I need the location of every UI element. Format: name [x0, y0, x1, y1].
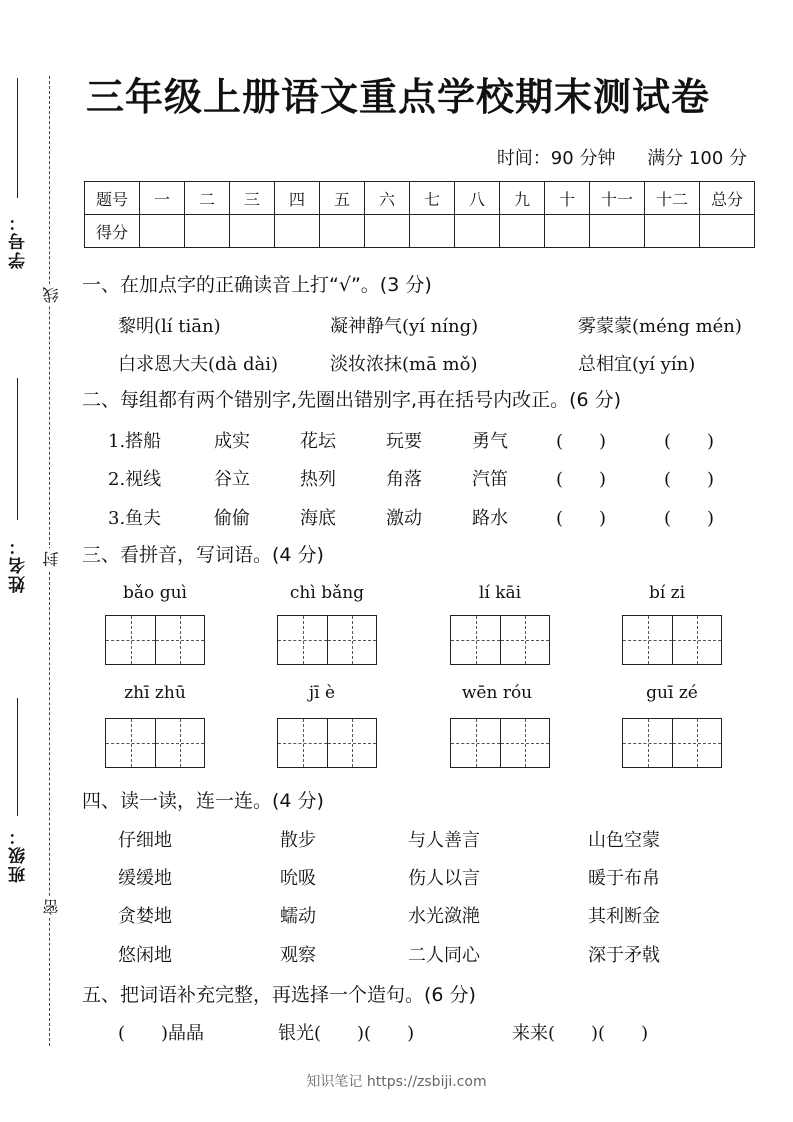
section-4-heading: 四、读一读，连一连。(4 分) — [82, 790, 324, 812]
s2-word[interactable]: 偷偷 — [214, 508, 250, 529]
score-cell[interactable] — [645, 215, 700, 248]
score-header-cell: 十二 — [645, 182, 700, 215]
binding-line-2 — [17, 378, 18, 520]
score-table-row — [85, 215, 755, 248]
s1-item[interactable]: 凝神静气(yí níng) — [330, 316, 479, 337]
score-header-cell: 四 — [275, 182, 320, 215]
score-row-label: 得分 — [85, 215, 140, 248]
full-score: 满分 100 分 — [647, 148, 747, 169]
score-header-cell: 三 — [230, 182, 275, 215]
writing-grid[interactable] — [450, 615, 550, 665]
pinyin-label: chì bǎng — [289, 583, 365, 603]
score-cell[interactable] — [455, 215, 500, 248]
pinyin-label: guī zé — [646, 683, 698, 703]
s2-word[interactable]: 海底 — [300, 508, 336, 529]
section-2-heading: 二、每组都有两个错别字,先圈出错别字,再在括号内改正。(6 分) — [82, 389, 622, 411]
match-item[interactable]: 吮吸 — [280, 868, 316, 889]
score-header-cell: 二 — [185, 182, 230, 215]
match-item[interactable]: 伤人以言 — [408, 868, 480, 889]
match-item[interactable]: 暖于布帛 — [588, 868, 660, 889]
pinyin-label: lí kāi — [478, 583, 522, 603]
answer-paren[interactable]: ( ) — [556, 508, 607, 529]
s2-word[interactable]: 路水 — [472, 508, 508, 529]
score-header-cell: 七 — [410, 182, 455, 215]
pinyin-label: zhī zhū — [124, 683, 186, 703]
cut-mark-secret: 密 — [40, 896, 63, 918]
s2-word[interactable]: 汽笛 — [472, 469, 508, 490]
score-cell[interactable] — [500, 215, 545, 248]
match-item[interactable]: 悠闲地 — [118, 945, 172, 966]
match-item[interactable]: 蠕动 — [280, 906, 316, 927]
score-cell[interactable] — [545, 215, 590, 248]
answer-paren[interactable]: ( ) — [556, 469, 607, 490]
class-label: 班级： — [9, 826, 29, 883]
match-item[interactable]: 仔细地 — [118, 830, 172, 851]
pinyin-label: bǎo guì — [123, 583, 187, 603]
score-table-header — [85, 182, 755, 215]
s2-word[interactable]: 激动 — [386, 508, 422, 529]
s1-item[interactable]: 雾蒙蒙(méng mén) — [578, 316, 742, 337]
score-header-cell: 十 — [545, 182, 590, 215]
match-item[interactable]: 其利断金 — [588, 906, 660, 927]
score-header-cell: 一 — [140, 182, 185, 215]
fill-item[interactable]: ( )晶晶 — [118, 1023, 205, 1044]
section-1-heading: 一、在加点字的正确读音上打“√”。(3 分) — [82, 274, 432, 296]
s2-word[interactable]: 角落 — [386, 469, 422, 490]
match-item[interactable]: 缓缓地 — [118, 868, 172, 889]
match-item[interactable]: 与人善言 — [408, 830, 480, 851]
match-item[interactable]: 山色空蒙 — [588, 830, 660, 851]
s2-word[interactable]: 2.视线 — [108, 469, 162, 490]
writing-grid[interactable] — [105, 615, 205, 665]
cut-mark-line: 线 — [40, 284, 63, 306]
answer-paren[interactable]: ( ) — [664, 431, 715, 452]
fill-item[interactable]: 来来( )( ) — [512, 1023, 649, 1044]
s1-item[interactable]: 黎明(lí tiān) — [118, 316, 221, 337]
fill-item[interactable]: 银光( )( ) — [278, 1023, 415, 1044]
score-header-cell: 五 — [320, 182, 365, 215]
s2-word[interactable]: 成实 — [214, 431, 250, 452]
score-cell[interactable] — [140, 215, 185, 248]
score-table — [84, 181, 755, 248]
cut-mark-seal: 封 — [40, 548, 63, 570]
s1-item[interactable]: 白求恩大夫(dà dài) — [118, 354, 279, 375]
time-limit: 时间：90 分钟 — [496, 148, 616, 169]
score-header-cell: 九 — [500, 182, 545, 215]
writing-grid[interactable] — [105, 718, 205, 768]
match-item[interactable]: 散步 — [280, 830, 316, 851]
score-cell[interactable] — [700, 215, 755, 248]
score-cell[interactable] — [185, 215, 230, 248]
student-no-label: 学号： — [9, 212, 29, 269]
score-cell[interactable] — [365, 215, 410, 248]
page-footer: 知识笔记 https://zsbiji.com — [306, 1074, 487, 1090]
page-title: 三年级上册语文重点学校期末测试卷 — [86, 75, 711, 119]
score-header-cell: 八 — [455, 182, 500, 215]
score-header-cell: 六 — [365, 182, 410, 215]
s2-word[interactable]: 玩要 — [386, 431, 422, 452]
binding-line-1 — [17, 78, 18, 198]
match-item[interactable]: 二人同心 — [408, 945, 480, 966]
s2-word[interactable]: 3.鱼夫 — [108, 508, 162, 529]
score-cell[interactable] — [410, 215, 455, 248]
s2-word[interactable]: 勇气 — [472, 431, 508, 452]
writing-grid[interactable] — [450, 718, 550, 768]
match-item[interactable]: 贪婪地 — [118, 906, 172, 927]
pinyin-label: bí zi — [648, 583, 686, 603]
writing-grid[interactable] — [622, 615, 722, 665]
match-item[interactable]: 深于矛戟 — [588, 945, 660, 966]
s1-item[interactable]: 淡妆浓抹(mā mǒ) — [330, 354, 478, 375]
exam-meta — [471, 144, 747, 170]
answer-paren[interactable]: ( ) — [556, 431, 607, 452]
score-cell[interactable] — [230, 215, 275, 248]
section-3-heading: 三、看拼音，写词语。(4 分) — [82, 544, 324, 566]
score-cell[interactable] — [590, 215, 645, 248]
score-header-cell: 题号 — [85, 182, 140, 215]
answer-paren[interactable]: ( ) — [664, 469, 715, 490]
score-header-cell: 总分 — [700, 182, 755, 215]
section-5-heading: 五、把词语补充完整，再选择一个造句。(6 分) — [82, 984, 476, 1006]
s2-word[interactable]: 花坛 — [300, 431, 336, 452]
writing-grid[interactable] — [277, 615, 377, 665]
binding-line-3 — [17, 698, 18, 816]
s1-item[interactable]: 总相宜(yí yín) — [578, 354, 696, 375]
pinyin-label: wēn róu — [461, 683, 533, 703]
writing-grid[interactable] — [622, 718, 722, 768]
score-header-cell: 十一 — [590, 182, 645, 215]
match-item[interactable]: 观察 — [280, 945, 316, 966]
answer-paren[interactable]: ( ) — [664, 508, 715, 529]
score-cell[interactable] — [275, 215, 320, 248]
match-item[interactable]: 水光潋滟 — [408, 906, 480, 927]
pinyin-label: jī è — [308, 683, 336, 703]
name-label: 姓名： — [9, 536, 29, 593]
s2-word[interactable]: 谷立 — [214, 469, 250, 490]
writing-grid[interactable] — [277, 718, 377, 768]
s2-word[interactable]: 1.搭船 — [108, 431, 162, 452]
s2-word[interactable]: 热列 — [300, 469, 336, 490]
score-cell[interactable] — [320, 215, 365, 248]
